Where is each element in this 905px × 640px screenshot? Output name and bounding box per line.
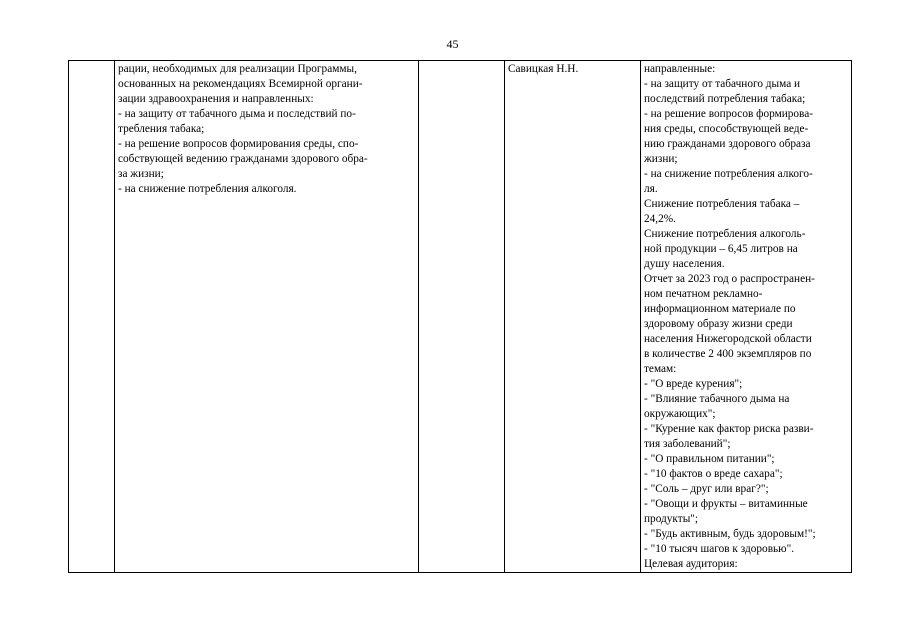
text-line: окружающих"; <box>644 408 716 420</box>
text-line: Снижение потребления алкоголь- <box>644 228 806 240</box>
page-number: 45 <box>446 37 459 51</box>
text-line: жизни; <box>644 153 678 165</box>
text-line: основанных на рекомендациях Всемирной органи- <box>118 78 363 90</box>
text-line: ной продукции – 6,45 литров на <box>644 243 798 255</box>
text-line: тия заболеваний"; <box>644 438 731 450</box>
text-line: в количестве 2 400 экземпляров по <box>644 348 812 360</box>
text-line: - на решение вопросов формирова- <box>644 108 814 120</box>
text-line: темам: <box>644 363 677 375</box>
text-line: - "Курение как фактор риска разви- <box>644 423 814 435</box>
cell-period <box>419 61 505 573</box>
text-line: ля. <box>644 183 658 195</box>
text-line: Снижение потребления табака – <box>644 198 800 210</box>
text-line: - "Овощи и фрукты – витаминные <box>644 498 808 510</box>
text-line: последствий потребления табака; <box>644 93 806 105</box>
text-line: душу населения. <box>644 258 725 270</box>
text-line: - "Влияние табачного дыма на <box>644 393 790 405</box>
text-line: - "О вреде курения"; <box>644 378 743 390</box>
text-line: - на снижение потребления алкоголя. <box>118 183 297 195</box>
text-line: - "10 тысяч шагов к здоровью". <box>644 543 795 555</box>
text-line: - на защиту от табачного дыма и последствий по- <box>118 108 356 120</box>
text-line: ном печатном рекламно- <box>644 288 763 300</box>
text-line: - на защиту от табачного дыма и <box>644 78 801 90</box>
text-line: - "О правильном питании"; <box>644 453 775 465</box>
text-line: - "Соль – друг или враг?"; <box>644 483 769 495</box>
text-line: зации здравоохранения и направленных: <box>118 93 314 105</box>
text-line: 24,2%. <box>644 213 677 225</box>
cell-number <box>69 61 115 573</box>
text-line: населения Нижегородской области <box>644 333 812 345</box>
text-line: - "Будь активным, будь здоровым!"; <box>644 528 816 540</box>
text-line: за жизни; <box>118 168 164 180</box>
table-row <box>69 61 852 573</box>
text-line: собствующей ведению гражданами здорового обра- <box>118 153 368 165</box>
report-table <box>68 60 852 573</box>
cell-activity <box>115 61 419 573</box>
cell-responsible: Савицкая Н.Н. <box>505 61 641 573</box>
text-line: продукты"; <box>644 513 699 525</box>
text-line: требления табака; <box>118 123 205 135</box>
text-line: - на решение вопросов формирования среды, спо- <box>118 138 359 150</box>
text-line: ния среды, способствующей веде- <box>644 123 809 135</box>
text-line: рации, необходимых для реализации Программы, <box>118 63 357 75</box>
text-line: - на снижение потребления алкого- <box>644 168 813 180</box>
text-line: Отчет за 2023 год о распространен- <box>644 273 815 285</box>
text-line: информационном материале по <box>644 303 796 315</box>
text-line: здоровому образу жизни среди <box>644 318 793 330</box>
cell-result <box>641 61 852 573</box>
text-line: нию гражданами здорового образа <box>644 138 811 150</box>
text-line: Целевая аудитория: <box>644 558 738 570</box>
text-line: направленные: <box>644 63 716 75</box>
text-line: - "10 фактов о вреде сахара"; <box>644 468 783 480</box>
